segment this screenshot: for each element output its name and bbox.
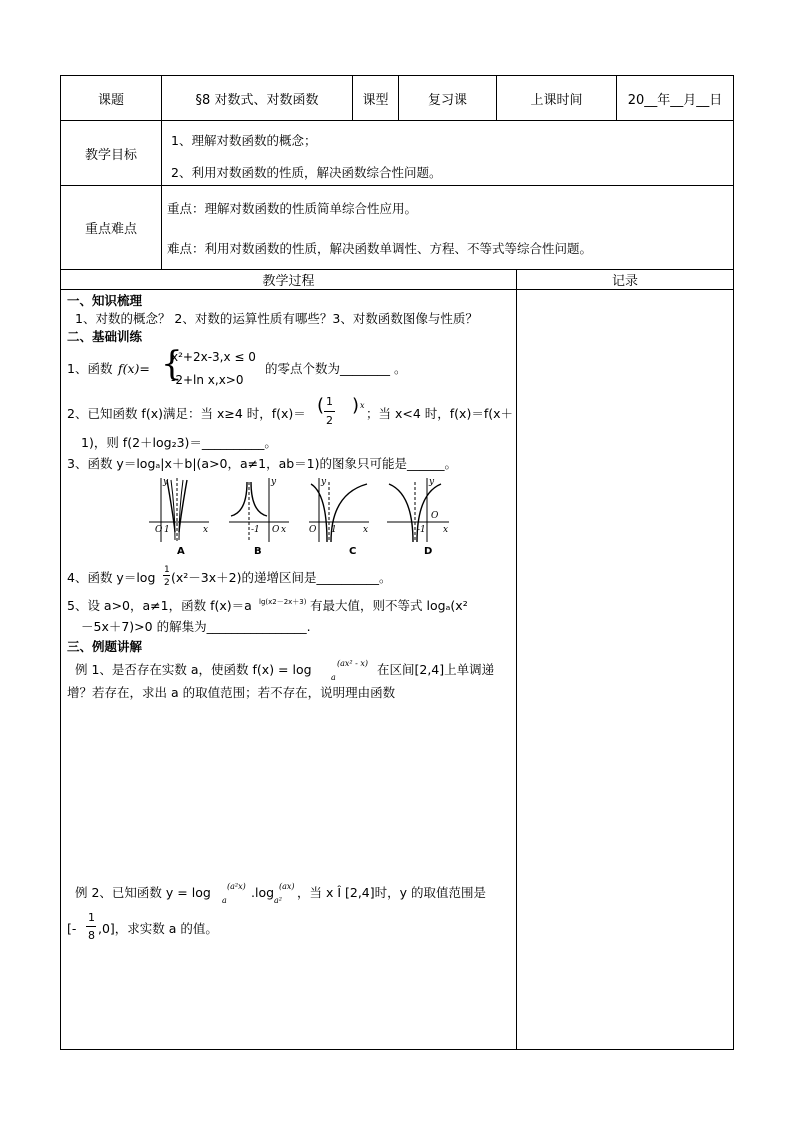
q1-case-2: -2+ln x,x>0 [171,373,244,387]
fraction-bar [86,926,96,927]
ex2-exponent-2: (ax) [279,882,295,891]
lesson-plan-table [60,75,734,1050]
q2-line-2: 1)，则 f(2＋log₂3)＝__________。 [81,435,277,450]
svg-text:y: y [429,477,435,487]
ex2-frac-num: 1 [88,911,95,924]
date-value: 20__年__月__日 [627,92,723,108]
svg-text:y: y [271,477,277,487]
ex2-line-2a: [- [67,921,77,936]
svg-text:-1: -1 [417,525,426,535]
topic-label: 课题 [97,92,124,108]
svg-text:1: 1 [331,525,337,535]
section-3-title: 三、例题讲解 [67,639,143,654]
goals-label: 教学目标 [84,147,137,163]
q4-base-den: 2 [164,578,170,588]
graph-label-c: C [349,546,357,557]
goal-line-1: 1、理解对数函数的概念； [171,133,317,148]
ex2-mid: .log [251,885,275,900]
q5-line-1a: 5、设 a>0，a≠1，函数 f(x)＝a [67,598,252,613]
ex2-line-1b: ，当 x Î [2,4]时，y 的取值范围是 [297,885,487,900]
svg-text:y: y [163,477,169,487]
type-value: 复习课 [427,92,467,108]
ex2-base-1: a [222,896,227,905]
paren-close-icon: ) [352,395,360,416]
svg-text:y: y [321,477,327,487]
q1-suffix: 的零点个数为________ 。 [265,361,407,376]
q5-line-2: －5x＋7)>0 的解集为________________. [81,619,311,634]
ex2-frac-den: 8 [88,929,95,942]
row-divider [61,289,733,290]
svg-text:x: x [203,525,209,535]
svg-text:O: O [309,525,317,535]
svg-text:1: 1 [164,525,170,535]
svg-text:O: O [431,511,439,521]
ex2-line-1a: 例 2、已知函数 y = log [75,885,211,900]
graph-label-b: B [254,546,262,557]
q4-base-num: 1 [164,565,170,575]
q3-graphs [149,474,469,556]
goal-line-2: 2、利用对数函数的性质，解决函数综合性问题。 [171,165,442,180]
ex1-base: a [331,673,336,682]
section-2-title: 二、基础训练 [67,329,143,344]
svg-text:x: x [281,525,287,535]
key-points-label: 重点难点 [84,222,137,237]
paren-open-icon: ( [317,395,325,416]
col-divider [516,269,517,1049]
topic-value: §8 对数式、对数函数 [195,92,319,108]
section-1-title: 一、知识梳理 [67,293,143,308]
graph-label-a: A [177,546,185,557]
piecewise-brace: { [161,344,183,384]
graph-label-d: D [424,546,433,557]
q5-exponent: lg(x2－2x＋3) [259,598,307,606]
q2-frac-num: 1 [326,395,333,408]
svg-text:-1: -1 [251,525,260,535]
q1-case-1: x²+2x-3,x ≤ 0 [171,350,256,364]
ex2-base-2: a² [274,896,282,905]
time-label: 上课时间 [530,92,583,108]
q2-line-1b: ；当 x<4 时，f(x)＝f(x＋ [366,406,513,421]
q4-prefix: 4、函数 y＝log [67,570,156,585]
q1-prefix: 1、函数 [67,361,113,376]
q2-frac-den: 2 [326,414,333,427]
q2-exponent: x [360,401,365,410]
svg-text:x: x [363,525,369,535]
q3-text: 3、函数 y＝logₐ|x＋b|(a>0，a≠1，ab＝1)的图象只可能是______。 [67,456,458,471]
svg-text:O: O [272,525,280,535]
ex1-line-2: 增？若存在，求出 a 的取值范围；若不存在，说明理由函数 [67,685,396,700]
q4-suffix: (x²－3x＋2)的递增区间是__________。 [171,570,392,585]
ex1-exponent: (ax² - x) [337,659,369,668]
ex1-line-1b: 在区间[2,4]上单调递 [377,662,495,677]
fraction-bar [324,411,335,412]
key-point-line-1: 重点：理解对数函数的性质简单综合性应用。 [167,201,418,216]
q1-function: f(x)= [118,361,150,376]
q5-line-1b: 有最大值，则不等式 logₐ(x² [310,598,468,613]
process-header: 教学过程 [262,274,315,289]
svg-text:x: x [443,525,449,535]
type-label: 课型 [362,92,389,108]
ex2-exponent-1: (a²x) [227,882,246,891]
key-point-line-2: 难点：利用对数函数的性质，解决函数单调性、方程、不等式等综合性问题。 [167,241,593,256]
section-1-questions: 1、对数的概念？ 2、对数的运算性质有哪些？3、对数函数图像与性质？ [75,311,478,326]
ex2-line-2b: ,0]，求实数 a 的值。 [98,921,218,936]
svg-text:O: O [155,525,163,535]
record-header: 记录 [611,274,638,289]
q2-line-1a: 2、已知函数 f(x)满足：当 x≥4 时，f(x)＝ [67,406,306,421]
ex1-line-1a: 例 1、是否存在实数 a，使函数 f(x) = log [75,662,312,677]
